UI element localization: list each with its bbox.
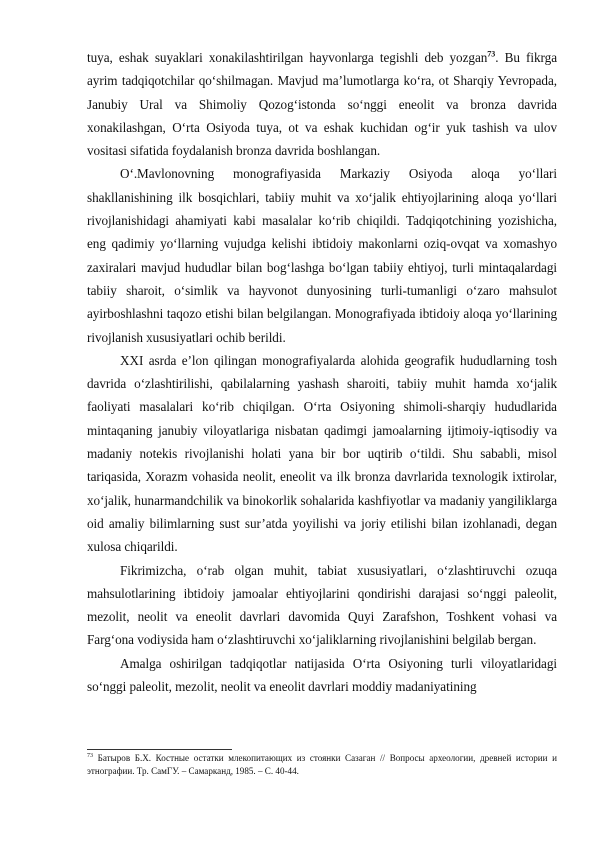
footnote-divider — [87, 749, 232, 750]
footnote — [87, 752, 557, 777]
paragraph-5: Amalga oshirilgan tadqiqotlar natijasida O‘rta Osiyoning turli viloyatlaridagi so‘nggi paleolit, mezolit, neolit va eneolit davrlari moddiy madaniyatining — [87, 655, 557, 695]
paragraph-1 — [87, 46, 557, 162]
paragraph-1-text-b: . Bu fikrga ayrim tadqiqotchilar qo‘shilmagan. Mavjud ma’lumotlarga ko‘ra, ot Sharqiy Yevropada, Janubiy Ural va Shimoliy Qozog‘istonda so‘nggi eneolit va bronza davrida xonakilashgan, O‘rta Osiyoda tuya, ot va eshak kuchidan og‘ir yuk tashish va ulov vositasi sifatida foydalanish bronza davrida boshlangan. — [87, 50, 557, 159]
footnote-number: 73 — [87, 752, 93, 759]
footnote-text: Батыров Б.Х. Костные остатки млекопитающих из стоянки Сазаган // Вопросы археологии, древней истории и этнографии. Тр. СамГУ. – Самарканд, 1985. – С. 40-44. — [87, 753, 557, 776]
paragraph-4: Fikrimizcha, o‘rab olgan muhit, tabiat xususiyatlari, o‘zlashtiruvchi ozuqa mahsulotlarining ibtidoiy jamoalar ehtiyojlarini qondirishi darajasi so‘nggi paleolit, mezolit, neolit va eneolit davrlari davomida Quyi Zarafshon, Toshkent vohasi va Farg‘ona vodiysida ham o‘zlashtiruvchi xo‘jaliklarning rivojlanishini belgilab bergan. — [87, 562, 557, 648]
footnote-reference[interactable]: 73 — [487, 49, 496, 59]
body-text — [87, 46, 557, 698]
paragraph-1-text-a: tuya, eshak suyaklari xonakilashtirilgan hayvonlarga tegishli deb yozgan — [87, 50, 488, 65]
paragraph-2: O‘.Mavlonovning monografiyasida Markaziy Osiyoda aloqa yo‘llari shakllanishining ilk bosqichlari, tabiiy muhit va xo‘jalik ehtiyojlarining aloqa yo‘llari rivojlanishidagi ahamiyati kabi masalalar ko‘rib chiqildi. Tadqiqotchining yozishicha, eng qadimiy yo‘llarning vujudga kelishi ibtidoiy makonlarni oziq-ovqat va xomashyo zaxiralari mavjud hududlar bilan bog‘lashga bo‘lgan tabiiy ehtiyoj, turli mintaqalardagi tabiiy sharoit, o‘simlik va hayvonot dunyosining turli-tumanligi o‘zaro mahsulot ayirboshlashni taqozo etishi bilan belgilangan. Monografiyada ibtidoiy aloqa yo‘llarining rivojlanish xususiyatlari ochib berildi. — [87, 166, 557, 345]
paragraph-3: XXI asrda e’lon qilingan monografiyalarda alohida geografik hududlarning tosh davrida o‘zlashtirilishi, qabilalarning yashash sharoiti, tabiiy muhit hamda xo‘jalik faoliyati masalalari ko‘rib chiqilgan. O‘rta Osiyoning shimoli-sharqiy hududlarida mintaqaning janubiy viloyatlariga nisbatan qadimgi jamoalarning ijtimoiy-iqtisodiy va madaniy notekis rivojlanishi holati yana bir bor uqtirib o‘tildi. Shu sababli, misol tariqasida, Xorazm vohasida neolit, eneolit va ilk bronza davrlarida texnologik ixtirolar, xo‘jalik, hunarmandchilik va binokorlik sohalarida kashfiyotlar va madaniy yangiliklarga oid amaliy bilimlarning sust sur’atda yoyilishi va joriy etilishi bilan izohlanadi, degan xulosa chiqarildi. — [87, 352, 557, 555]
